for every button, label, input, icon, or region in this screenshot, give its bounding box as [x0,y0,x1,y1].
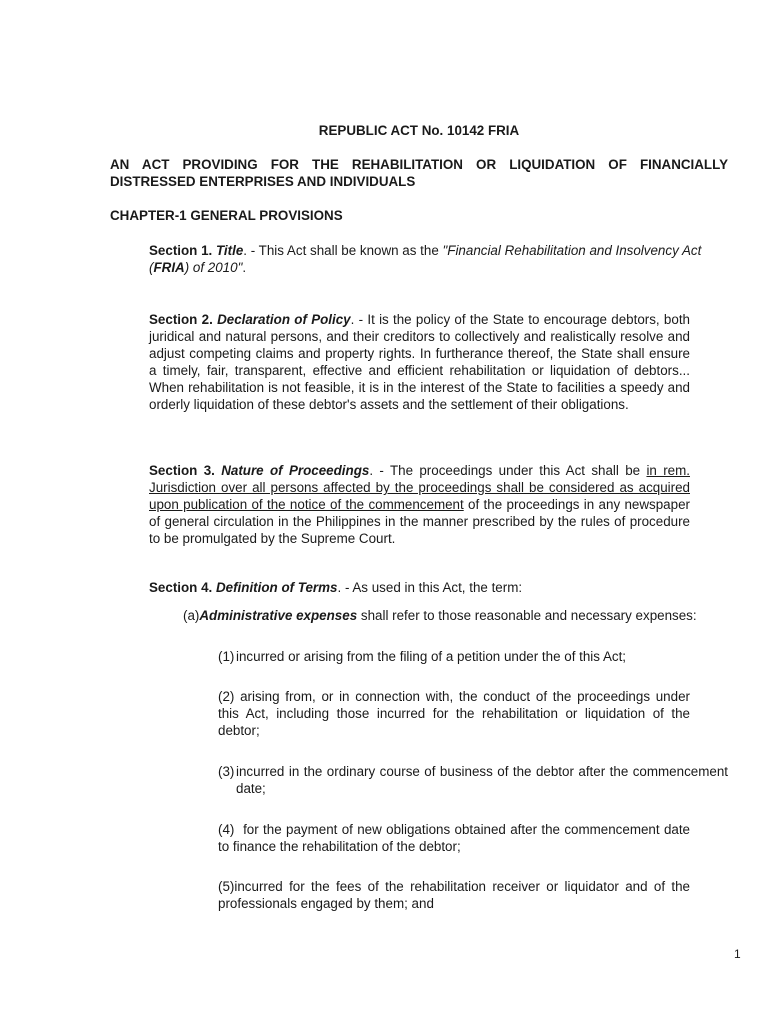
section-1-quote-start: "Financial Rehabilitation and Insolvency Act ( [149,243,702,275]
doc-heading: REPUBLIC ACT No. 10142 FRIA [318,123,520,138]
section-3-title: Nature of Proceedings [221,463,370,478]
section-1 [149,242,729,276]
section-4-number: Section 4. [149,580,216,595]
chapter-heading: CHAPTER-1 GENERAL PROVISIONS [110,208,343,223]
page-number: 1 [734,947,741,961]
section-4-text: . - As used in this Act, the term: [337,580,523,595]
list-item [218,688,690,739]
section-3-underlined-text: in rem. Jurisdiction over all persons affected by the proceedings shall be considered as acquired upon publication of the notice of the commencement [149,463,690,512]
section-1-fria: FRIA [153,260,185,275]
definition-a-label: (a) [183,608,200,623]
section-3-number: Section 3. [149,463,222,478]
list-item-text: incurred or arising from the filing of a petition under the of this Act; [236,649,627,664]
definition-a-term: Administrative expenses [199,608,358,623]
section-1-number: Section 1. [149,243,216,258]
list-item-label: (4) [218,822,235,837]
list-item-label: (1) [218,649,235,664]
section-1-text: . - This Act shall be known as the [243,243,443,258]
act-subtitle: AN ACT PROVIDING FOR THE REHABILITATION OR LIQUIDATION OF FINANCIALLY DISTRESSED ENTERPRISES AND INDIVIDUALS [110,157,728,189]
section-4-title: Definition of Terms [215,580,338,595]
definition-a [183,607,743,624]
list-item [218,878,690,912]
list-item-text: arising from, or in connection with, the conduct of the proceedings under this Act, including those incurred for the rehabilitation or liquidation of the debtor; [218,689,690,738]
section-2-text: . - It is the policy of the State to encourage debtors, both juridical and natural persons, and their creditors to collectively and realistically resolve and adjust competing claims and property rights. In furtherance thereof, the State shall ensure a timely, fair, transparent, effective and efficient rehabilitation or liquidation of debtors... When rehabilitation is not feasible, it is in the interest of the State to facilities a speedy and orderly liquidation of these debtor's assets and the settlement of their obligations. [149,312,690,412]
list-item-text: for the payment of new obligations obtained after the commencement date to finance the rehabilitation of the debtor; [218,822,694,854]
section-4 [149,579,729,596]
definition-a-text: shall refer to those reasonable and necessary expenses: [357,608,697,623]
section-3 [149,462,690,547]
section-3-text: . - The proceedings under this Act shall be [369,463,647,478]
section-2-number: Section 2. [149,312,218,327]
list-item [218,648,738,665]
list-item [218,821,694,855]
list-item-label: (5) [218,879,235,894]
section-1-period: . [242,260,247,275]
section-2 [149,311,690,413]
list-item-label: (3) [218,764,235,779]
list-item-text: incurred for the fees of the rehabilitation receiver or liquidator and of the professionals engaged by them; and [218,879,690,911]
list-item-label: (2) [218,689,235,704]
section-2-title: Declaration of Policy [217,312,351,327]
section-3-text-end: of the proceedings in any newspaper of general circulation in the Philippines in the manner prescribed by the rules of procedure to be promulgated by the Supreme Court. [149,497,690,546]
list-item-text: incurred in the ordinary course of business of the debtor after the commencement date; [236,764,728,796]
list-item [218,763,728,797]
section-1-title: Title [215,243,244,258]
section-1-quote-end: ) of 2010" [184,260,243,275]
